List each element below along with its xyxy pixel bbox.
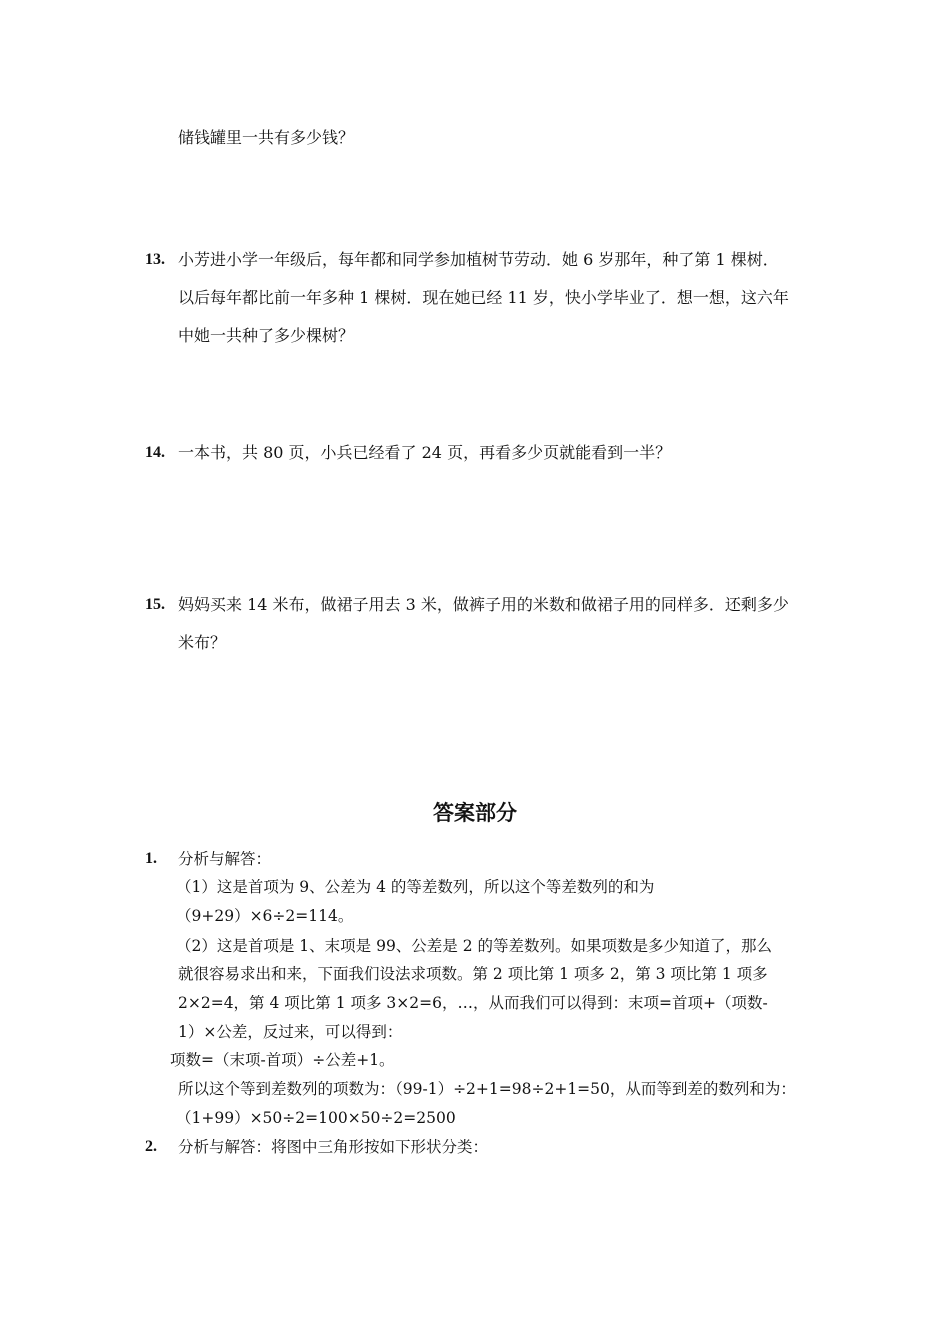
answer-2-line-1: 分析与解答：将图中三角形按如下形状分类： [178,1138,489,1156]
question-14-number: 14. [145,444,165,461]
question-13-line-2: 以后每年都比前一年多种 1 棵树．现在她已经 11 岁，快小学毕业了．想一想，这六年 [178,288,789,307]
question-15-number: 15. [145,596,165,613]
answer-1-line-4: （2）这是首项是 1、末项是 99、公差是 2 的等差数列。如果项数是多少知道了，那么 [176,937,773,955]
answer-1-line-7: 1）×公差，反过来，可以得到： [178,1023,403,1041]
answer-1-line-5: 就很容易求出和来，下面我们设法求项数。第 2 项比第 1 项多 2，第 3 项比第 1 项多 [178,965,768,983]
answer-1-line-10: （1+99）×50÷2=100×50÷2=2500 [176,1109,456,1127]
answer-1-line-2: （1）这是首项为 9、公差为 4 的等差数列，所以这个等差数列的和为 [176,878,655,896]
question-13-line-3: 中她一共种了多少棵树？ [178,326,355,345]
answer-1-line-9: 所以这个等到差数列的项数为：（99-1）÷2+1=98÷2+1=50，从而等到差的数列和为： [178,1080,796,1098]
answer-1-line-3: （9+29）×6÷2=114。 [176,907,354,925]
question-13-line-1: 小芳进小学一年级后，每年都和同学参加植树节劳动．她 6 岁那年，种了第 1 棵树． [178,250,779,269]
question-13-number: 13. [145,251,165,268]
answer-1-line-8: 项数=（末项-首项）÷公差+1。 [170,1051,395,1069]
answers-section-title: 答案部分 [433,801,517,825]
answer-1-number: 1. [145,850,157,867]
question-15-line-1: 妈妈买来 14 米布，做裙子用去 3 米，做裤子用的米数和做裙子用的同样多．还剩多少 [178,595,789,614]
question-15-line-2: 米布？ [178,633,227,652]
answer-1-line-1: 分析与解答： [178,850,272,868]
question-14-line-1: 一本书，共 80 页，小兵已经看了 24 页，再看多少页就能看到一半？ [178,443,672,462]
question-12-line-1: 储钱罐里一共有多少钱？ [178,128,355,147]
answer-1-line-6: 2×2=4，第 4 项比第 1 项多 3×2=6，…，从而我们可以得到：末项=首项+（项数- [178,994,768,1012]
answer-2-number: 2. [145,1138,157,1155]
